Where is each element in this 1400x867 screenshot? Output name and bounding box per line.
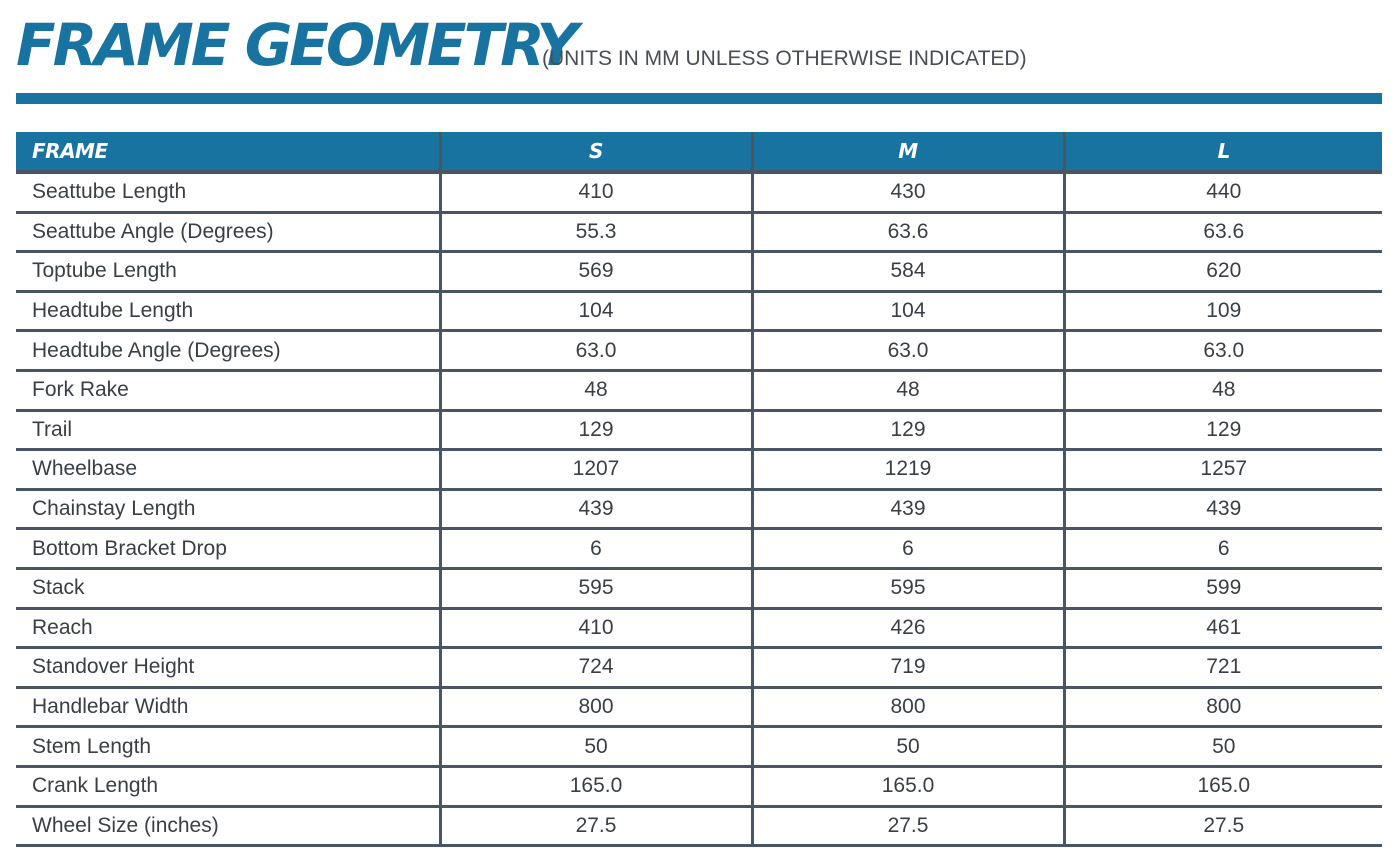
cell-size-m: 48 — [752, 370, 1064, 410]
cell-size-s: 569 — [440, 252, 752, 292]
cell-size-l: 165.0 — [1064, 766, 1382, 806]
page-title: FRAME GEOMETRY — [16, 11, 576, 79]
cell-size-s: 27.5 — [440, 806, 752, 846]
cell-size-l: 721 — [1064, 648, 1382, 688]
cell-size-m: 439 — [752, 489, 1064, 529]
cell-size-l: 599 — [1064, 568, 1382, 608]
cell-size-m: 800 — [752, 687, 1064, 727]
table-row — [16, 489, 1382, 529]
cell-size-l: 27.5 — [1064, 806, 1382, 846]
row-label: Toptube Length — [16, 252, 440, 292]
row-label: Handlebar Width — [16, 687, 440, 727]
column-header-frame: FRAME — [16, 132, 440, 172]
cell-size-m: 27.5 — [752, 806, 1064, 846]
cell-size-m: 584 — [752, 252, 1064, 292]
row-label: Chainstay Length — [16, 489, 440, 529]
title-divider — [16, 93, 1382, 104]
column-header-size-m: M — [752, 132, 1064, 172]
row-label: Wheelbase — [16, 450, 440, 490]
table-row — [16, 806, 1382, 846]
cell-size-m: 719 — [752, 648, 1064, 688]
cell-size-l: 63.0 — [1064, 331, 1382, 371]
row-label: Headtube Length — [16, 291, 440, 331]
cell-size-s: 63.0 — [440, 331, 752, 371]
table-row — [16, 410, 1382, 450]
cell-size-l: 800 — [1064, 687, 1382, 727]
cell-size-l: 620 — [1064, 252, 1382, 292]
table-row — [16, 766, 1382, 806]
cell-size-s: 1207 — [440, 450, 752, 490]
column-header-size-s: S — [440, 132, 752, 172]
cell-size-m: 129 — [752, 410, 1064, 450]
cell-size-s: 800 — [440, 687, 752, 727]
table-row — [16, 450, 1382, 490]
cell-size-s: 55.3 — [440, 212, 752, 252]
table-row — [16, 687, 1382, 727]
cell-size-m: 6 — [752, 529, 1064, 569]
cell-size-m: 104 — [752, 291, 1064, 331]
cell-size-l: 63.6 — [1064, 212, 1382, 252]
row-label: Bottom Bracket Drop — [16, 529, 440, 569]
cell-size-l: 48 — [1064, 370, 1382, 410]
cell-size-l: 1257 — [1064, 450, 1382, 490]
cell-size-l: 129 — [1064, 410, 1382, 450]
table-header-row — [16, 132, 1382, 172]
row-label: Headtube Angle (Degrees) — [16, 331, 440, 371]
row-label: Standover Height — [16, 648, 440, 688]
table-row — [16, 252, 1382, 292]
row-label: Seattube Angle (Degrees) — [16, 212, 440, 252]
table-row — [16, 608, 1382, 648]
cell-size-s: 129 — [440, 410, 752, 450]
row-label: Reach — [16, 608, 440, 648]
cell-size-s: 595 — [440, 568, 752, 608]
cell-size-l: 440 — [1064, 172, 1382, 212]
geometry-table — [16, 132, 1382, 847]
cell-size-m: 63.6 — [752, 212, 1064, 252]
cell-size-m: 430 — [752, 172, 1064, 212]
cell-size-m: 63.0 — [752, 331, 1064, 371]
table-row — [16, 172, 1382, 212]
cell-size-s: 6 — [440, 529, 752, 569]
cell-size-l: 439 — [1064, 489, 1382, 529]
cell-size-m: 595 — [752, 568, 1064, 608]
cell-size-m: 50 — [752, 727, 1064, 767]
row-label: Seattube Length — [16, 172, 440, 212]
row-label: Trail — [16, 410, 440, 450]
table-row — [16, 529, 1382, 569]
table-row — [16, 648, 1382, 688]
cell-size-s: 439 — [440, 489, 752, 529]
cell-size-l: 461 — [1064, 608, 1382, 648]
cell-size-l: 50 — [1064, 727, 1382, 767]
column-header-size-l: L — [1064, 132, 1382, 172]
cell-size-s: 48 — [440, 370, 752, 410]
table-row — [16, 291, 1382, 331]
row-label: Crank Length — [16, 766, 440, 806]
cell-size-m: 426 — [752, 608, 1064, 648]
cell-size-s: 165.0 — [440, 766, 752, 806]
cell-size-s: 50 — [440, 727, 752, 767]
cell-size-s: 104 — [440, 291, 752, 331]
table-row — [16, 212, 1382, 252]
cell-size-m: 165.0 — [752, 766, 1064, 806]
cell-size-s: 724 — [440, 648, 752, 688]
cell-size-l: 6 — [1064, 529, 1382, 569]
table-row — [16, 727, 1382, 767]
table-row — [16, 370, 1382, 410]
table-row — [16, 331, 1382, 371]
table-row — [16, 568, 1382, 608]
units-note: (UNITS IN MM UNLESS OTHERWISE INDICATED) — [542, 47, 1027, 70]
cell-size-l: 109 — [1064, 291, 1382, 331]
row-label: Stack — [16, 568, 440, 608]
row-label: Stem Length — [16, 727, 440, 767]
row-label: Wheel Size (inches) — [16, 806, 440, 846]
cell-size-s: 410 — [440, 608, 752, 648]
cell-size-s: 410 — [440, 172, 752, 212]
row-label: Fork Rake — [16, 370, 440, 410]
cell-size-m: 1219 — [752, 450, 1064, 490]
